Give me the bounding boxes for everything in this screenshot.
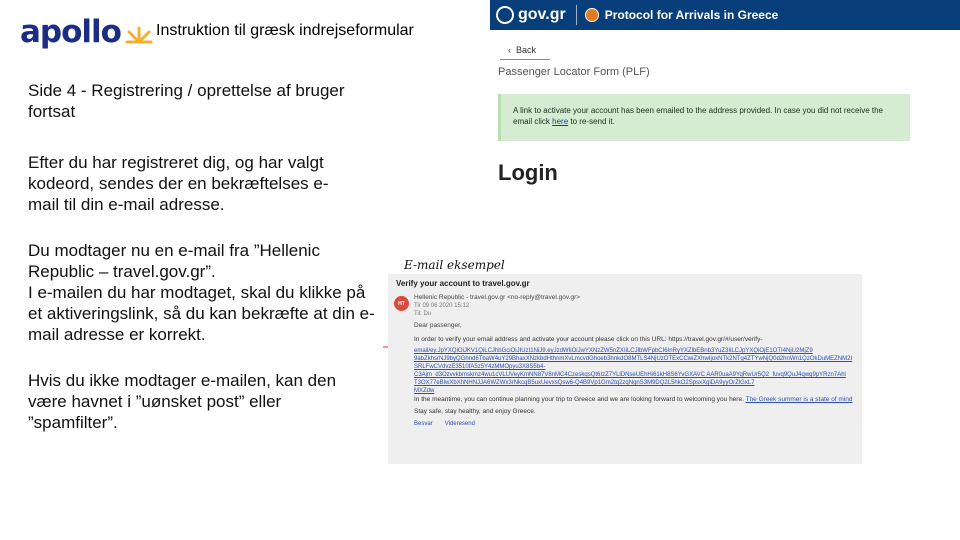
sun-icon	[125, 18, 153, 46]
apollo-logo	[20, 14, 153, 50]
alert-text: A link to activate your account has been emailed to the address provided. In case you did not receive the email click	[513, 106, 884, 126]
instruction-paragraph: Efter du har registreret dig, og har valgt kodeord, sendes der en bekræftelses e-mail til din e-mail adresse.	[28, 153, 329, 214]
back-label: Back	[516, 45, 537, 55]
resend-link[interactable]: here	[552, 117, 569, 126]
email-actions	[414, 421, 475, 427]
email-subject: Verify your account to travel.gov.gr	[396, 279, 530, 288]
slide-title: Instruktion til græsk indrejseformular	[156, 22, 414, 39]
email-closing	[414, 396, 858, 403]
closing-text: In the meantime, you can continue planning your trip to Greece and we are looking forward to welcoming you here.	[414, 396, 744, 403]
govgr-logo-text: gov.gr	[518, 6, 566, 23]
section-heading: Side 4 - Registrering / oprettelse af bruger fortsat	[28, 81, 345, 121]
civil-protection-icon	[585, 8, 599, 22]
reply-button[interactable]: Besvar	[414, 421, 433, 427]
link-line[interactable]: email/ey.JpYXQiOiJKV1QiLCJhbGciOiJIUzI1NiJ9.eyJzdWIiOiJwYXNzZW5nZXIiLCJlbWFpbCI6InRyYXZlbEBnb3YuZ3IiLCJpYXQiOjE1OTI4NjU2MjZ9	[414, 348, 813, 354]
govgr-logo[interactable]	[496, 6, 566, 24]
govgr-emblem-icon	[496, 6, 514, 24]
login-heading: Login	[498, 160, 558, 185]
success-alert	[498, 94, 910, 141]
alert-tail: to re-send it.	[570, 117, 615, 126]
app-title: Protocol for Arrivals in Greece	[604, 8, 779, 22]
email-sender: Hellenic Republic - travel.gov.gr <no-reply@travel.gov.gr>	[414, 294, 581, 301]
email-preview	[388, 274, 862, 464]
instruction-paragraph: Du modtager nu en e-mail fra ”Hellenic Republic – travel.gov.gr”. I e-mailen du har modtaget, skal du klikke på et aktiveringslink, så du kan bekræfte at din e-mail adresse er korrekt.	[28, 241, 375, 344]
email-signoff: Stay safe, stay healthy, and enjoy Greece.	[414, 408, 536, 415]
link-line[interactable]: SRLFwCVdvzE3510fA5z5Y4zMMOpyu3X8S5b4-	[414, 364, 546, 370]
email-recipient: Til: Du	[414, 311, 432, 317]
activation-link[interactable]	[414, 347, 858, 395]
email-caption: E-mail eksempel	[404, 258, 505, 272]
form-title: Passenger Locator Form (PLF)	[498, 66, 650, 78]
govgr-header	[490, 0, 960, 30]
closing-link[interactable]: The Greek summer is a state of mind	[745, 396, 853, 403]
link-line[interactable]: T3OX77eBlwXbXhNHNJJA6WZWx3rNkcqB5uxUevxsQsw6-Q4B9Vp1Gm2tq2zqNgnS3M9DQ2L5hkO2SpsxXgiDA9yyOrZlGxL7	[414, 380, 755, 386]
link-line[interactable]: C3Ajm_d3Ozvvkbmskmz4wu1cVLUVeyKmNN87V8nMC4CzeskqsQt6IzZ7YLlDNseUEhHi61kH8S6YvGXAVC AAR0uaA9YqRwUr5Q2_fuvq9QuJ4qwg9pYRzn7Ahl	[414, 372, 846, 378]
link-line[interactable]: MXZdw	[414, 388, 435, 394]
email-body-text: In order to verify your email address and activate your account please click on this URL: https://travel.gov.gr/#/user/verify-	[414, 336, 763, 343]
link-line[interactable]: 9abZkhsrNJ9byQGhnd6TbaW4uY29BhaxXNzkbdHthnmXvLmcvdGhoeb3hnkdO8MTLS4NjUzOTExCCwiZXhwIjoxNTk2NTg4ZTYwNjQ0d2hnWn1QzOkDuMEZNM2I	[414, 356, 853, 362]
chevron-left-icon: ‹	[508, 45, 511, 55]
email-date: Tir 09 06 2020 15:12	[414, 303, 470, 309]
header-divider	[576, 5, 577, 25]
avatar: HT	[394, 296, 409, 311]
divider	[500, 59, 550, 60]
back-button[interactable]	[508, 45, 536, 55]
logo-text: apollo	[20, 14, 121, 50]
instruction-paragraph: Hvis du ikke modtager e-mailen, kan den være havnet i ”uønsket post” eller ”spamfilter”.	[28, 371, 337, 432]
forward-button[interactable]: Videresend	[444, 421, 475, 427]
email-greeting: Dear passenger,	[414, 322, 462, 329]
